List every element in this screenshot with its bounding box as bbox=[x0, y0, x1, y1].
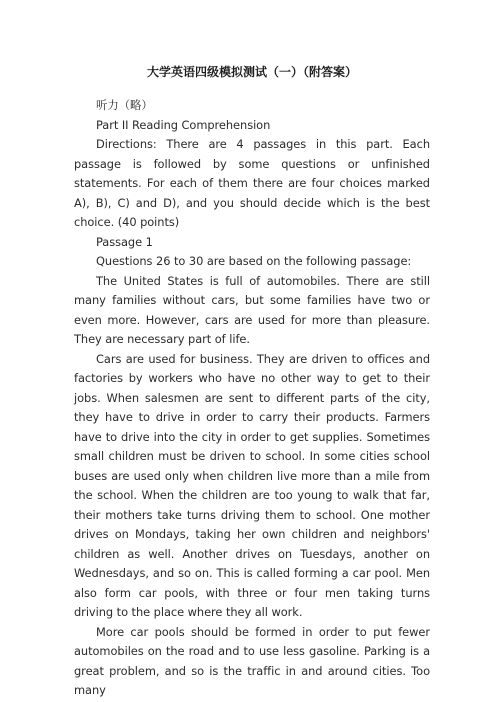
questions-intro: Questions 26 to 30 are based on the following passage: bbox=[96, 254, 412, 268]
directions-paragraph: Directions: There are 4 passages in this part. Each passage is followed by some questions or unfinished statements. For each of them there are four choices marked A), B), C) and D), and you should decide which is the best choice. (40 points) bbox=[74, 137, 430, 229]
body-paragraph: More car pools should be formed in order to put fewer automobiles on the road and to use less gasoline. Parking is a great problem, and so is the traffic in and around cities. Too many bbox=[74, 624, 430, 697]
document-title: 大学英语四级模拟测试（一）（附答案） bbox=[146, 65, 357, 79]
passage-heading: Passage 1 bbox=[96, 234, 153, 249]
body-paragraph: The United States is full of automobiles. There are still many families without cars, but some families have two or even more. However, cars are used for more than pleasure. They are necessary part of life. bbox=[74, 273, 430, 346]
listening-note: 听力（略） bbox=[96, 98, 153, 112]
section-heading: Part II Reading Comprehension bbox=[96, 117, 271, 132]
body-paragraph: Cars are used for business. They are driven to offices and factories by workers who have no other way to get to their jobs. When salesmen are sent to different parts of the city, they have to drive in order to carry their products. Farmers have to drive into the city in order to get supplies. Sometimes small children must be driven to school. In some cities school buses are used only when children live more than a mile from the school. When the children are too young to walk that far, their mothers take turns driving them to school. One mother drives on Mondays, taking her own children and neighbors' children as well. Another drives on Tuesdays, another on Wednesdays, and so on. This is called forming a car pool. Men also form car pools, with three or four men taking turns driving to the place where they all work. bbox=[74, 351, 430, 619]
